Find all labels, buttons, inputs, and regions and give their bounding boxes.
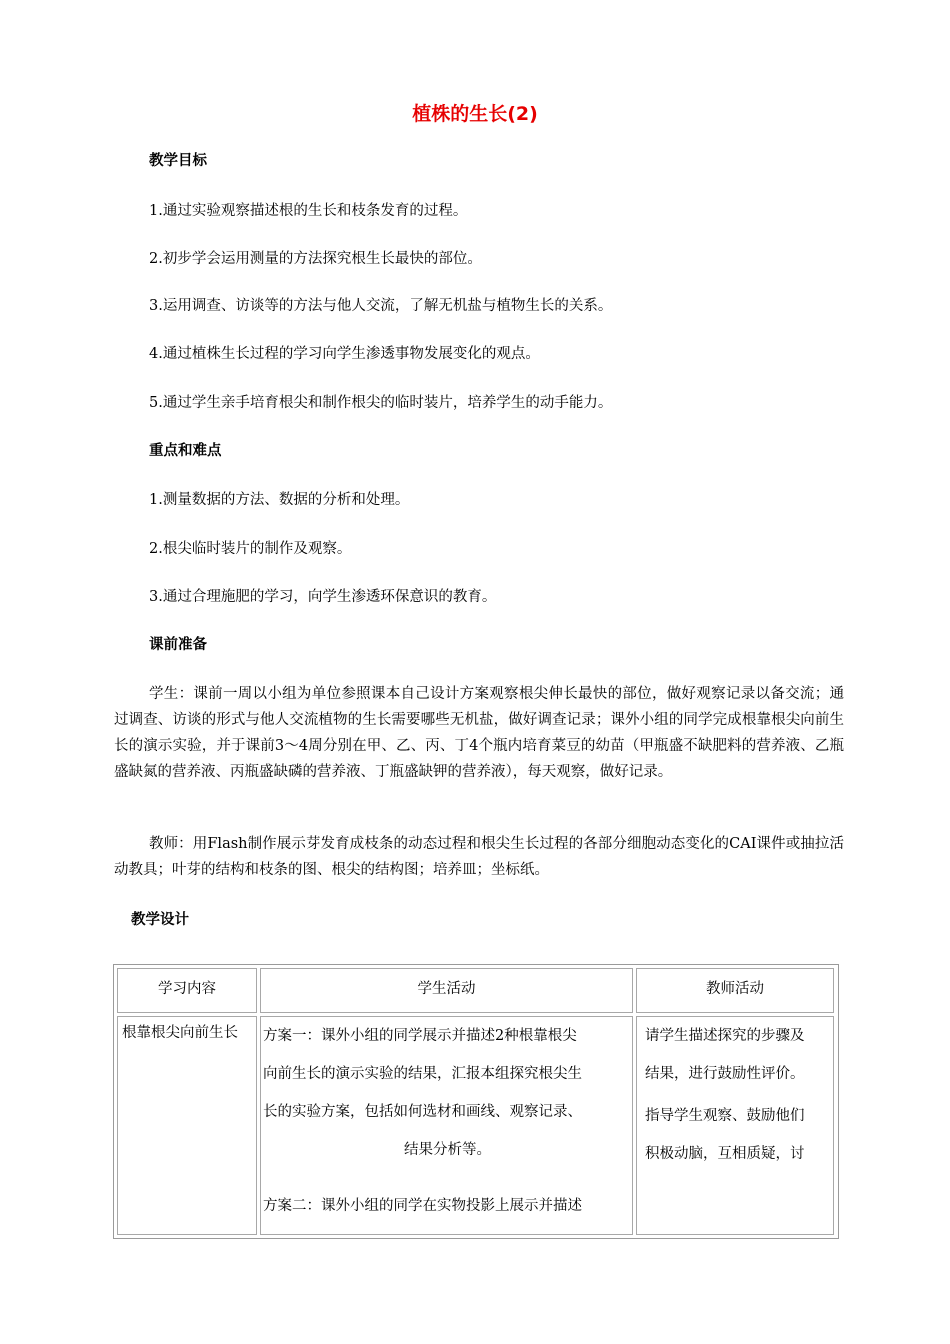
teaching-design-table	[113, 964, 839, 1239]
section-heading-preparation: 课前准备	[149, 637, 207, 653]
teacher-activity-line: 指导学生观察、鼓励他们	[645, 1108, 805, 1124]
student-activity-line: 长的实验方案，包括如何选材和画线、观察记录、	[263, 1104, 582, 1120]
key-point-item: 3.通过合理施肥的学习，向学生渗透环保意识的教育。	[149, 589, 497, 605]
teacher-preparation-paragraph: 教师：用Flash制作展示芽发育成枝条的动态过程和根尖生长过程的各部分细胞动态变化的CAI课件或抽拉活动教具；叶芽的结构和枝条的图、根尖的结构图；培养皿；坐标纸。	[114, 836, 844, 878]
document-title: 植株的生长(2)	[412, 103, 538, 125]
objective-item: 1.通过实验观察描述根的生长和枝条发育的过程。	[149, 203, 468, 219]
objective-item: 2.初步学会运用测量的方法探究根生长最快的部位。	[149, 251, 482, 267]
table-cell-content: 根靠根尖向前生长	[117, 1016, 257, 1235]
objective-item: 4.通过植株生长过程的学习向学生渗透事物发展变化的观点。	[149, 346, 540, 362]
section-heading-design: 教学设计	[131, 912, 189, 928]
key-point-item: 2.根尖临时装片的制作及观察。	[149, 541, 352, 557]
section-heading-objectives: 教学目标	[149, 153, 207, 169]
table-header-teacher: 教师活动	[636, 968, 834, 1013]
student-activity-spacer	[263, 1169, 632, 1187]
student-activity-line: 方案一：课外小组的同学展示并描述2种根靠根尖	[263, 1028, 577, 1044]
table-header-content: 学习内容	[117, 968, 257, 1013]
teacher-activity-line: 请学生描述探究的步骤及	[645, 1028, 805, 1044]
teacher-activity-line: 积极动脑，互相质疑，讨	[645, 1146, 805, 1162]
table-cell-teacher-activity	[636, 1016, 834, 1235]
student-preparation-paragraph: 学生：课前一周以小组为单位参照课本自己设计方案观察根尖伸长最快的部位，做好观察记录以备交流；通过调查、访谈的形式与他人交流植物的生长需要哪些无机盐，做好调查记录；课外小组的同学完成根靠根尖向前生长的演示实验，并于课前3～4周分别在甲、乙、丙、丁4个瓶内培育菜豆的幼苗（甲瓶盛不缺肥料的营养液、乙瓶盛缺氮的营养液、丙瓶盛缺磷的营养液、丁瓶盛缺钾的营养液），每天观察，做好记录。	[114, 686, 844, 780]
student-activity-line: 向前生长的演示实验的结果，汇报本组探究根尖生	[263, 1066, 582, 1082]
student-activity-line: 方案二：课外小组的同学在实物投影上展示并描述	[263, 1198, 582, 1214]
objective-item: 5.通过学生亲手培育根尖和制作根尖的临时装片，培养学生的动手能力。	[149, 395, 613, 411]
table-header-student: 学生活动	[260, 968, 633, 1013]
table-cell-student-activity	[260, 1016, 633, 1235]
objective-item: 3.运用调查、访谈等的方法与他人交流，了解无机盐与植物生长的关系。	[149, 298, 613, 314]
teacher-activity-line: 结果，进行鼓励性评价。	[645, 1066, 805, 1082]
key-point-item: 1.测量数据的方法、数据的分析和处理。	[149, 492, 410, 508]
student-activity-line: 结果分析等。	[404, 1142, 491, 1158]
section-heading-key-points: 重点和难点	[149, 443, 222, 459]
